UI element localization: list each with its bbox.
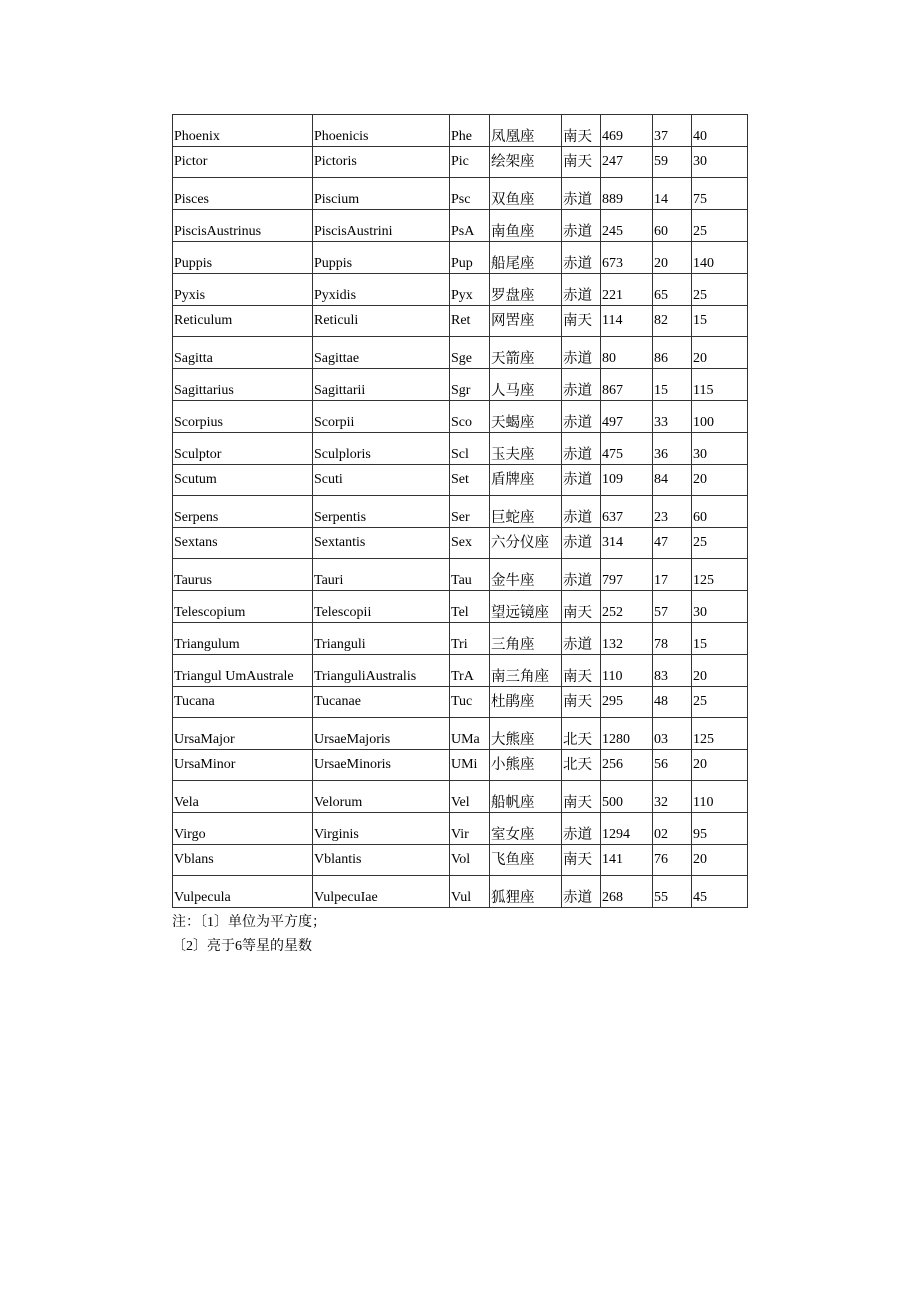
cell-chinese-name: 网罟座 (490, 306, 562, 337)
cell-abbreviation: Tel (450, 591, 490, 623)
table-body (173, 115, 748, 908)
table-row (173, 433, 748, 465)
cell-latin-name: Puppis (173, 242, 313, 274)
cell-chinese-name: 金牛座 (490, 559, 562, 591)
cell-chinese-name: 望远镜座 (490, 591, 562, 623)
cell-abbreviation: TrA (450, 655, 490, 687)
cell-star-count: 25 (692, 210, 748, 242)
cell-area: 637 (601, 496, 653, 528)
cell-chinese-name: 巨蛇座 (490, 496, 562, 528)
cell-latin-name: Virgo (173, 813, 313, 845)
cell-area-rank: 84 (653, 465, 692, 496)
cell-sky-region: 南天 (562, 781, 601, 813)
cell-chinese-name: 狐狸座 (490, 876, 562, 908)
cell-area: 109 (601, 465, 653, 496)
cell-chinese-name: 绘架座 (490, 147, 562, 178)
cell-abbreviation: Sgr (450, 369, 490, 401)
cell-chinese-name: 室女座 (490, 813, 562, 845)
cell-chinese-name: 飞鱼座 (490, 845, 562, 876)
cell-star-count: 20 (692, 337, 748, 369)
cell-genitive: Pyxidis (313, 274, 450, 306)
table-row (173, 813, 748, 845)
table-row (173, 369, 748, 401)
cell-area-rank: 78 (653, 623, 692, 655)
cell-latin-name: Scorpius (173, 401, 313, 433)
cell-genitive: Velorum (313, 781, 450, 813)
table-row (173, 718, 748, 750)
table-row (173, 210, 748, 242)
cell-sky-region: 赤道 (562, 337, 601, 369)
cell-star-count: 20 (692, 655, 748, 687)
cell-abbreviation: Ser (450, 496, 490, 528)
cell-abbreviation: Pyx (450, 274, 490, 306)
cell-chinese-name: 大熊座 (490, 718, 562, 750)
table-row (173, 845, 748, 876)
cell-star-count: 110 (692, 781, 748, 813)
cell-area: 221 (601, 274, 653, 306)
cell-sky-region: 北天 (562, 718, 601, 750)
cell-sky-region: 赤道 (562, 242, 601, 274)
cell-genitive: UrsaeMinoris (313, 750, 450, 781)
cell-area: 268 (601, 876, 653, 908)
footnote-unit: 注：〔1〕单位为平方度； (172, 915, 326, 930)
cell-genitive: Trianguli (313, 623, 450, 655)
footnotes (172, 912, 326, 958)
cell-sky-region: 赤道 (562, 876, 601, 908)
cell-sky-region: 南天 (562, 687, 601, 718)
cell-chinese-name: 六分仪座 (490, 528, 562, 559)
cell-latin-name: Vela (173, 781, 313, 813)
cell-area-rank: 03 (653, 718, 692, 750)
cell-abbreviation: Vel (450, 781, 490, 813)
cell-sky-region: 南天 (562, 591, 601, 623)
cell-sky-region: 北天 (562, 750, 601, 781)
cell-genitive: Sagittarii (313, 369, 450, 401)
cell-latin-name: Pictor (173, 147, 313, 178)
cell-area-rank: 48 (653, 687, 692, 718)
table-row (173, 623, 748, 655)
cell-area: 889 (601, 178, 653, 210)
cell-star-count: 25 (692, 274, 748, 306)
cell-abbreviation: PsA (450, 210, 490, 242)
cell-chinese-name: 人马座 (490, 369, 562, 401)
table-row (173, 781, 748, 813)
cell-genitive: TrianguliAustralis (313, 655, 450, 687)
cell-star-count: 125 (692, 559, 748, 591)
cell-latin-name: Pisces (173, 178, 313, 210)
cell-area: 256 (601, 750, 653, 781)
cell-area-rank: 59 (653, 147, 692, 178)
table-row (173, 496, 748, 528)
cell-latin-name: Sagittarius (173, 369, 313, 401)
cell-area-rank: 60 (653, 210, 692, 242)
cell-chinese-name: 杜鹃座 (490, 687, 562, 718)
table-row (173, 876, 748, 908)
cell-abbreviation: Sco (450, 401, 490, 433)
cell-sky-region: 赤道 (562, 369, 601, 401)
cell-area-rank: 23 (653, 496, 692, 528)
cell-abbreviation: Psc (450, 178, 490, 210)
cell-sky-region: 赤道 (562, 178, 601, 210)
table-row (173, 750, 748, 781)
table-row (173, 242, 748, 274)
cell-star-count: 115 (692, 369, 748, 401)
cell-genitive: Vblantis (313, 845, 450, 876)
cell-abbreviation: UMa (450, 718, 490, 750)
cell-abbreviation: Sge (450, 337, 490, 369)
cell-area: 475 (601, 433, 653, 465)
cell-area: 314 (601, 528, 653, 559)
cell-area-rank: 32 (653, 781, 692, 813)
cell-latin-name: Triangulum (173, 623, 313, 655)
cell-star-count: 75 (692, 178, 748, 210)
cell-star-count: 40 (692, 115, 748, 147)
cell-area-rank: 55 (653, 876, 692, 908)
cell-area-rank: 37 (653, 115, 692, 147)
cell-latin-name: Tucana (173, 687, 313, 718)
table-row (173, 274, 748, 306)
cell-area-rank: 02 (653, 813, 692, 845)
cell-abbreviation: Ret (450, 306, 490, 337)
cell-abbreviation: Pic (450, 147, 490, 178)
cell-star-count: 25 (692, 687, 748, 718)
table-row (173, 178, 748, 210)
cell-abbreviation: Vul (450, 876, 490, 908)
constellation-table-container (172, 114, 748, 908)
cell-abbreviation: Scl (450, 433, 490, 465)
cell-area-rank: 57 (653, 591, 692, 623)
cell-area: 295 (601, 687, 653, 718)
cell-sky-region: 赤道 (562, 496, 601, 528)
table-row (173, 528, 748, 559)
cell-latin-name: Vblans (173, 845, 313, 876)
cell-latin-name: Triangul UmAustrale (173, 655, 313, 687)
cell-chinese-name: 小熊座 (490, 750, 562, 781)
table-row (173, 115, 748, 147)
cell-genitive: Scuti (313, 465, 450, 496)
cell-latin-name: Scutum (173, 465, 313, 496)
cell-latin-name: Telescopium (173, 591, 313, 623)
cell-area: 673 (601, 242, 653, 274)
cell-area-rank: 83 (653, 655, 692, 687)
cell-star-count: 15 (692, 306, 748, 337)
cell-sky-region: 赤道 (562, 559, 601, 591)
cell-chinese-name: 盾牌座 (490, 465, 562, 496)
cell-chinese-name: 三角座 (490, 623, 562, 655)
cell-latin-name: Phoenix (173, 115, 313, 147)
cell-star-count: 20 (692, 845, 748, 876)
cell-genitive: PiscisAustrini (313, 210, 450, 242)
cell-chinese-name: 船尾座 (490, 242, 562, 274)
cell-abbreviation: Sex (450, 528, 490, 559)
cell-latin-name: Sculptor (173, 433, 313, 465)
cell-area-rank: 17 (653, 559, 692, 591)
cell-star-count: 20 (692, 750, 748, 781)
cell-latin-name: UrsaMinor (173, 750, 313, 781)
cell-genitive: Serpentis (313, 496, 450, 528)
cell-area: 80 (601, 337, 653, 369)
footnote-star-count: 〔2〕亮于6等星的星数 (172, 939, 312, 954)
cell-area: 469 (601, 115, 653, 147)
cell-area-rank: 33 (653, 401, 692, 433)
cell-genitive: Sagittae (313, 337, 450, 369)
cell-star-count: 20 (692, 465, 748, 496)
cell-genitive: Piscium (313, 178, 450, 210)
cell-sky-region: 南天 (562, 115, 601, 147)
cell-chinese-name: 玉夫座 (490, 433, 562, 465)
table-row (173, 401, 748, 433)
cell-area: 1280 (601, 718, 653, 750)
cell-chinese-name: 罗盘座 (490, 274, 562, 306)
cell-latin-name: Reticulum (173, 306, 313, 337)
cell-sky-region: 赤道 (562, 433, 601, 465)
cell-chinese-name: 船帆座 (490, 781, 562, 813)
cell-star-count: 30 (692, 147, 748, 178)
constellation-table (172, 114, 748, 908)
cell-area: 500 (601, 781, 653, 813)
cell-abbreviation: Vol (450, 845, 490, 876)
cell-abbreviation: UMi (450, 750, 490, 781)
cell-sky-region: 赤道 (562, 813, 601, 845)
table-row (173, 465, 748, 496)
cell-area: 110 (601, 655, 653, 687)
cell-abbreviation: Vir (450, 813, 490, 845)
cell-area: 114 (601, 306, 653, 337)
cell-genitive: Scorpii (313, 401, 450, 433)
cell-area: 497 (601, 401, 653, 433)
table-row (173, 655, 748, 687)
cell-genitive: Puppis (313, 242, 450, 274)
table-row (173, 337, 748, 369)
cell-latin-name: Sagitta (173, 337, 313, 369)
cell-genitive: Telescopii (313, 591, 450, 623)
cell-abbreviation: Tuc (450, 687, 490, 718)
cell-area-rank: 86 (653, 337, 692, 369)
cell-sky-region: 赤道 (562, 465, 601, 496)
cell-sky-region: 南天 (562, 147, 601, 178)
cell-star-count: 30 (692, 433, 748, 465)
cell-area: 867 (601, 369, 653, 401)
cell-area-rank: 20 (653, 242, 692, 274)
cell-area-rank: 36 (653, 433, 692, 465)
cell-area-rank: 82 (653, 306, 692, 337)
table-row (173, 687, 748, 718)
cell-latin-name: Serpens (173, 496, 313, 528)
table-row (173, 591, 748, 623)
cell-abbreviation: Phe (450, 115, 490, 147)
cell-star-count: 95 (692, 813, 748, 845)
cell-area-rank: 76 (653, 845, 692, 876)
cell-star-count: 30 (692, 591, 748, 623)
cell-latin-name: Taurus (173, 559, 313, 591)
table-row (173, 147, 748, 178)
cell-genitive: Pictoris (313, 147, 450, 178)
cell-abbreviation: Tri (450, 623, 490, 655)
table-row (173, 306, 748, 337)
cell-area-rank: 47 (653, 528, 692, 559)
cell-star-count: 100 (692, 401, 748, 433)
cell-area: 247 (601, 147, 653, 178)
cell-chinese-name: 南三角座 (490, 655, 562, 687)
cell-chinese-name: 天蝎座 (490, 401, 562, 433)
cell-star-count: 60 (692, 496, 748, 528)
cell-latin-name: UrsaMajor (173, 718, 313, 750)
cell-sky-region: 赤道 (562, 528, 601, 559)
cell-latin-name: Sextans (173, 528, 313, 559)
cell-genitive: VulpecuIae (313, 876, 450, 908)
cell-star-count: 25 (692, 528, 748, 559)
cell-chinese-name: 天箭座 (490, 337, 562, 369)
cell-genitive: UrsaeMajoris (313, 718, 450, 750)
cell-area: 132 (601, 623, 653, 655)
cell-star-count: 15 (692, 623, 748, 655)
cell-abbreviation: Pup (450, 242, 490, 274)
cell-area-rank: 56 (653, 750, 692, 781)
cell-sky-region: 南天 (562, 845, 601, 876)
table-row (173, 559, 748, 591)
cell-sky-region: 赤道 (562, 274, 601, 306)
cell-abbreviation: Set (450, 465, 490, 496)
cell-area-rank: 65 (653, 274, 692, 306)
cell-area: 252 (601, 591, 653, 623)
cell-genitive: Virginis (313, 813, 450, 845)
cell-area: 797 (601, 559, 653, 591)
cell-latin-name: Vulpecula (173, 876, 313, 908)
cell-chinese-name: 凤凰座 (490, 115, 562, 147)
cell-genitive: Tauri (313, 559, 450, 591)
cell-sky-region: 赤道 (562, 401, 601, 433)
cell-sky-region: 南天 (562, 655, 601, 687)
cell-chinese-name: 南鱼座 (490, 210, 562, 242)
cell-star-count: 140 (692, 242, 748, 274)
cell-area-rank: 14 (653, 178, 692, 210)
cell-abbreviation: Tau (450, 559, 490, 591)
cell-area-rank: 15 (653, 369, 692, 401)
cell-star-count: 45 (692, 876, 748, 908)
cell-genitive: Sextantis (313, 528, 450, 559)
cell-latin-name: Pyxis (173, 274, 313, 306)
cell-area: 245 (601, 210, 653, 242)
cell-sky-region: 赤道 (562, 210, 601, 242)
cell-area: 1294 (601, 813, 653, 845)
cell-sky-region: 赤道 (562, 623, 601, 655)
cell-genitive: Phoenicis (313, 115, 450, 147)
cell-area: 141 (601, 845, 653, 876)
cell-genitive: Tucanae (313, 687, 450, 718)
cell-genitive: Sculploris (313, 433, 450, 465)
cell-chinese-name: 双鱼座 (490, 178, 562, 210)
cell-genitive: Reticuli (313, 306, 450, 337)
cell-star-count: 125 (692, 718, 748, 750)
cell-latin-name: PiscisAustrinus (173, 210, 313, 242)
cell-sky-region: 南天 (562, 306, 601, 337)
